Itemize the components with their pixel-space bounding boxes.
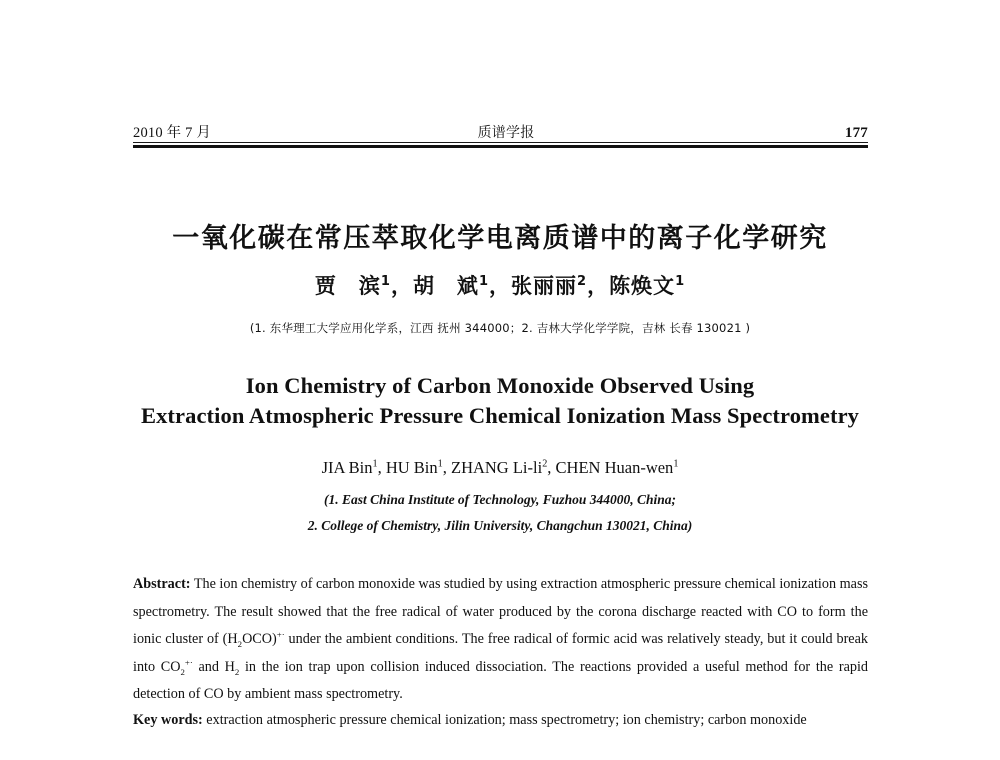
formula-co2-subscript: 2: [180, 666, 185, 677]
formula-h2-subscript: 2: [234, 666, 240, 677]
abstract-text-part-2: OCO): [242, 631, 277, 647]
running-head-date: 2010 年 7 月: [133, 125, 212, 141]
english-author-list: JIA Bin$^1$, HU Bin$^1$, ZHANG $Li-li^2$, CHEN Huan-wen$^1$: [321, 458, 679, 477]
english-title: [0, 371, 1000, 431]
english-affiliation-1: (1. East China Institute of Technology, Fuzhou 344000, China;: [324, 492, 676, 507]
english-author-1: JIA Bin: [321, 458, 373, 477]
chinese-author-2: 胡 斌: [412, 274, 479, 298]
keywords-text: extraction atmospheric pressure chemical ionization; mass spectrometry; ion chemistry; carbon monoxide: [202, 712, 807, 728]
english-author-1-affiliation-marker: 1: [372, 458, 378, 470]
abstract-text-part-5: in the ion trap upon collision induced dissociation. The reactions provided a useful method for the rapid detection of CO by ambient mass spectrometry.: [133, 658, 868, 702]
chinese-author-1: 贾 滨: [314, 274, 381, 298]
page-number: 177: [844, 125, 868, 141]
chinese-title: 一氧化碳在常压萃取化学电离质谱中的离子化学研究: [172, 223, 828, 254]
english-author-4: CHEN Huan-wen: [555, 458, 674, 477]
english-title-line-1: Ion Chemistry of Carbon Monoxide Observed Using: [245, 373, 755, 398]
keywords-paragraph: [133, 707, 868, 735]
chinese-author-4-affiliation-marker: 1: [675, 274, 686, 289]
running-head-journal-title: 质谱学报: [477, 125, 535, 141]
header-rule-thin: [133, 142, 868, 143]
keywords-label: Key words:: [133, 712, 203, 728]
chinese-author-list: 贾 滨$^1$，胡 斌$^1$，张丽丽$^2$，陈焕文$^1$: [314, 274, 686, 298]
abstract-text-part-3: under the ambient conditions. The free radical of formic acid was relatively steady, but it could break into CO: [133, 631, 868, 675]
running-head: [133, 118, 868, 142]
chinese-author-1-affiliation-marker: 1: [380, 274, 391, 289]
chinese-author-2-affiliation-marker: 1: [478, 274, 489, 289]
header-rule-thick: [133, 145, 868, 148]
chinese-author-3: 张丽丽: [511, 274, 577, 298]
english-author-2-affiliation-marker: 1: [437, 458, 443, 470]
formula-h2oco-subscript: 2: [237, 638, 243, 649]
english-author-2: HU Bin: [385, 458, 438, 477]
formula-co2-superscript: +·: [184, 656, 193, 667]
abstract-label: Abstract:: [133, 576, 191, 592]
abstract-text-part-1: The ion chemistry of carbon monoxide was studied by using extraction atmospheric pressure chemical ionization mass spectrometry. The result showed that the free radical of water produced by the corona discharge reacted with CO to form the ionic cluster of (H: [133, 576, 868, 647]
english-author-3: ZHANG Li-li: [450, 458, 543, 477]
english-author-4-affiliation-marker: 1: [673, 458, 679, 470]
english-affiliation-2: 2. College of Chemistry, Jilin University, Changchun 130021, China): [307, 518, 693, 533]
abstract-text-part-4: and H: [192, 658, 235, 675]
abstract-paragraph: [133, 571, 868, 709]
english-title-line-2: Extraction Atmospheric Pressure Chemical Ionization Mass Spectrometry: [140, 403, 860, 428]
chinese-author-4: 陈焕文: [609, 274, 676, 298]
formula-h2oco-superscript: +·: [276, 629, 285, 640]
chinese-author-3-affiliation-marker: 2: [577, 274, 588, 289]
english-author-3-affiliation-marker: 2: [542, 458, 548, 470]
chinese-affiliations: (1. 东华理工大学应用化学系，江西 抚州 344000；2. 吉林大学化学学院，吉林 长春 130021 ): [249, 321, 751, 335]
